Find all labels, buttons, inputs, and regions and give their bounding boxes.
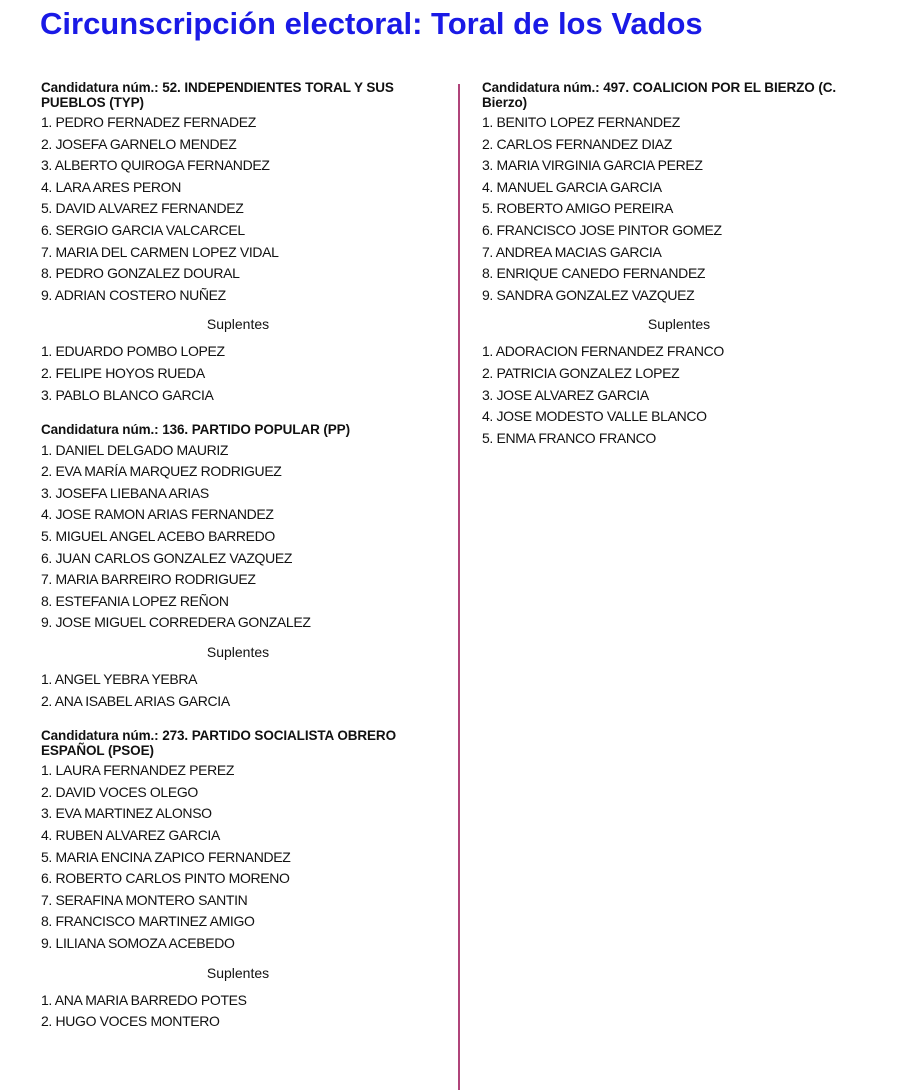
substitute-item: 5. ENMA FRANCO FRANCO	[482, 429, 656, 446]
candidacy-block	[41, 729, 436, 1033]
candidate-item: 5. MARIA ENCINA ZAPICO FERNANDEZ	[41, 848, 291, 865]
candidate-item: 9. JOSE MIGUEL CORREDERA GONZALEZ	[41, 614, 311, 631]
candidate-item: 5. DAVID ALVAREZ FERNANDEZ	[41, 200, 244, 217]
candidate-item: 8. FRANCISCO MARTINEZ AMIGO	[41, 913, 255, 930]
candidate-item: 7. MARIA BARREIRO RODRIGUEZ	[41, 571, 256, 588]
candidate-item: 7. ANDREA MACIAS GARCIA	[482, 243, 662, 260]
candidacy-block	[41, 81, 436, 406]
candidate-item: 6. JUAN CARLOS GONZALEZ VAZQUEZ	[41, 549, 293, 566]
candidate-item: 6. SERGIO GARCIA VALCARCEL	[41, 221, 245, 238]
substitute-item: 4. JOSE MODESTO VALLE BLANCO	[482, 408, 707, 425]
substitute-list	[41, 990, 436, 1033]
candidate-item: 2. DAVID VOCES OLEGO	[41, 783, 198, 800]
candidate-item: 1. DANIEL DELGADO MAURIZ	[41, 441, 229, 458]
candidate-list	[41, 112, 436, 306]
substitute-item: 2. ANA ISABEL ARIAS GARCIA	[41, 692, 230, 709]
candidacy-heading: Candidatura núm.: 52. INDEPENDIENTES TORAL Y SUS PUEBLOS (TYP)	[41, 80, 394, 110]
substitute-item: 3. PABLO BLANCO GARCIA	[41, 386, 214, 403]
substitute-item: 2. FELIPE HOYOS RUEDA	[41, 364, 205, 381]
candidate-item: 8. PEDRO GONZALEZ DOURAL	[41, 265, 240, 282]
page-title: Circunscripción electoral: Toral de los Vados	[40, 6, 703, 41]
candidate-item: 4. JOSE RAMON ARIAS FERNANDEZ	[41, 506, 274, 523]
substitute-item: 1. ADORACION FERNANDEZ FRANCO	[482, 343, 724, 360]
right-column	[482, 81, 882, 466]
candidacy-block	[41, 423, 436, 712]
candidate-item: 8. ENRIQUE CANEDO FERNANDEZ	[482, 265, 706, 282]
candidate-item: 1. BENITO LOPEZ FERNANDEZ	[482, 114, 680, 130]
candidate-item: 3. JOSEFA LIEBANA ARIAS	[41, 484, 209, 501]
candidate-item: 5. MIGUEL ANGEL ACEBO BARREDO	[41, 528, 275, 544]
candidacy-heading: Candidatura núm.: 273. PARTIDO SOCIALISTA OBRERO ESPAÑOL (PSOE)	[41, 728, 396, 758]
candidate-item: 4. RUBEN ALVAREZ GARCIA	[41, 826, 220, 843]
substitutes-heading: Suplentes	[206, 643, 270, 660]
substitute-list	[41, 341, 436, 406]
candidate-item: 5. ROBERTO AMIGO PEREIRA	[482, 200, 674, 217]
candidate-item: 1. LAURA FERNANDEZ PEREZ	[41, 762, 235, 779]
candidate-list	[482, 112, 882, 306]
candidate-item: 3. EVA MARTINEZ ALONSO	[41, 805, 212, 822]
substitute-item: 1. ANA MARIA BARREDO POTES	[41, 991, 247, 1008]
substitute-list	[482, 341, 882, 449]
candidate-item: 8. ESTEFANIA LOPEZ REÑON	[41, 592, 229, 609]
candidate-item: 6. FRANCISCO JOSE PINTOR GOMEZ	[482, 221, 722, 238]
candidacy-heading: Candidatura núm.: 497. COALICION POR EL BIERZO (C. Bierzo)	[482, 80, 837, 110]
candidate-item: 9. LILIANA SOMOZA ACEBEDO	[41, 934, 235, 951]
candidate-item: 3. ALBERTO QUIROGA FERNANDEZ	[41, 157, 270, 174]
candidate-item: 6. ROBERTO CARLOS PINTO MORENO	[41, 870, 290, 887]
left-column	[41, 81, 436, 1050]
candidate-item: 2. CARLOS FERNANDEZ DIAZ	[482, 135, 672, 152]
substitute-item: 1. ANGEL YEBRA YEBRA	[41, 670, 198, 687]
candidate-item: 4. LARA ARES PERON	[41, 178, 181, 195]
substitute-item: 3. JOSE ALVAREZ GARCIA	[482, 386, 649, 403]
candidate-list	[41, 760, 436, 954]
candidate-item: 1. PEDRO FERNADEZ FERNADEZ	[41, 114, 256, 130]
candidate-item: 9. SANDRA GONZALEZ VAZQUEZ	[482, 286, 695, 303]
substitutes-heading: Suplentes	[647, 316, 711, 333]
substitutes-heading: Suplentes	[206, 316, 270, 333]
candidate-item: 2. EVA MARÍA MARQUEZ RODRIGUEZ	[41, 463, 282, 480]
candidate-item: 7. SERAFINA MONTERO SANTIN	[41, 891, 248, 908]
candidacy-heading: Candidatura núm.: 136. PARTIDO POPULAR (PP)	[41, 422, 350, 438]
column-divider	[458, 84, 460, 1090]
substitute-item: 2. PATRICIA GONZALEZ LOPEZ	[482, 364, 680, 381]
candidate-item: 4. MANUEL GARCIA GARCIA	[482, 178, 662, 195]
substitutes-heading: Suplentes	[206, 964, 270, 981]
candidate-item: 2. JOSEFA GARNELO MENDEZ	[41, 135, 237, 152]
candidate-item: 9. ADRIAN COSTERO NUÑEZ	[41, 286, 226, 303]
substitute-item: 2. HUGO VOCES MONTERO	[41, 1013, 220, 1030]
candidacy-block	[482, 81, 882, 449]
substitute-list	[41, 669, 436, 712]
candidate-item: 3. MARIA VIRGINIA GARCIA PEREZ	[482, 157, 703, 174]
candidate-item: 7. MARIA DEL CARMEN LOPEZ VIDAL	[41, 243, 279, 260]
substitute-item: 1. EDUARDO POMBO LOPEZ	[41, 343, 225, 360]
candidate-list	[41, 440, 436, 634]
